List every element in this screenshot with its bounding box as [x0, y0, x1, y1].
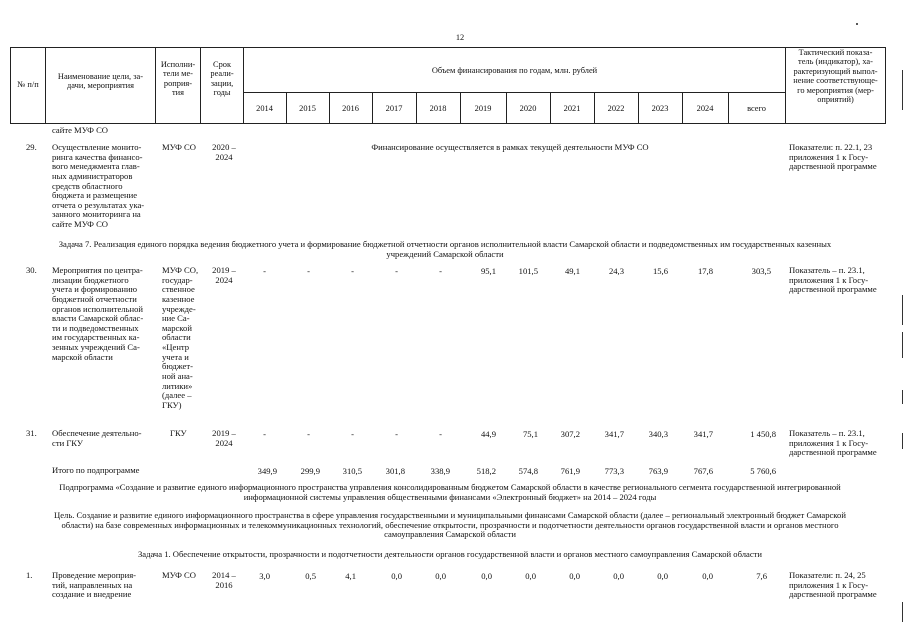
- value-2024: 341,7: [693, 429, 713, 439]
- row-indicator: Показатель – п. 23.1, приложения 1 к Госу- дарственной программе: [789, 428, 877, 458]
- scan-edge-mark: [902, 390, 903, 404]
- row-indicator: Показатели: п. 22.1, 23 приложения 1 к Госу- дарственной программе: [789, 142, 877, 172]
- value-2023: 0,0: [657, 571, 668, 581]
- row-name: Мероприятия по центра- лизации бюджетного учета и формированию бюджетной отчетности органов исполнительной власти Самарской облас- ти и подведомственных им государственных ка- зенных учреждений Са- марской области: [52, 265, 144, 362]
- value-2016: -: [351, 266, 354, 276]
- value-2024: 17,8: [697, 266, 713, 276]
- value-2016: 4,1: [345, 571, 356, 581]
- value-2019: 44,9: [480, 429, 496, 439]
- scan-edge-mark: [902, 70, 903, 110]
- page-number: 12: [455, 33, 465, 42]
- value-2022: 0,0: [613, 571, 624, 581]
- value-2019: 95,1: [480, 266, 496, 276]
- total-2016: 310,5: [342, 466, 362, 476]
- value-2014: -: [263, 266, 266, 276]
- carry-over-text: сайте МУФ СО: [52, 125, 109, 135]
- row-executor: МУФ СО, государ- ственное казенное учрежде- ние Са- марской области «Центр учета и бюджет- ной ана- литики» (далее – ГКУ): [162, 265, 199, 410]
- scan-edge-mark: [902, 602, 903, 622]
- value-2018: -: [439, 429, 442, 439]
- subprogram-heading: Подпрограмма «Создание и развитие единого информационного пространства управления консолидированным бюджетом Самарской области в качестве регионального сегмента государственной интегрированной информационной системы управления общественными финансами «Электронный бюджет» на 2014 – 2024 годы: [59, 482, 841, 502]
- scan-dot: [856, 23, 858, 25]
- header-col-name: Наименование цели, за- дачи, мероприятия: [57, 72, 144, 91]
- row-executor: ГКУ: [170, 428, 187, 438]
- header-col-number: № п/п: [17, 80, 39, 89]
- header-year: 2017: [385, 104, 403, 113]
- header-col-indicator: Тактический показа- тель (индикатор), ха- рактеризующий выпол- нение соответствующе- го мероприятия (мер- оприятий): [793, 48, 878, 105]
- row-number: 1.: [26, 570, 33, 580]
- value-2020: 75,1: [522, 429, 538, 439]
- total-2023: 763,9: [648, 466, 668, 476]
- total-2021: 761,9: [560, 466, 580, 476]
- value-2017: -: [395, 429, 398, 439]
- row-number: 31.: [26, 428, 37, 438]
- value-total: 7,6: [756, 571, 767, 581]
- total-2022: 773,3: [604, 466, 624, 476]
- value-2023: 15,6: [652, 266, 668, 276]
- total-sum: 5 760,6: [750, 466, 776, 476]
- row-term: 2019 – 2024: [212, 428, 236, 448]
- value-2014: -: [263, 429, 266, 439]
- value-2017: -: [395, 266, 398, 276]
- header-year: 2022: [607, 104, 625, 113]
- total-2014: 349,9: [257, 466, 277, 476]
- header-year: 2015: [299, 104, 316, 113]
- value-2024: 0,0: [702, 571, 713, 581]
- row-indicator: Показатели: п. 24, 25 приложения 1 к Госу- дарственной программе: [789, 570, 877, 600]
- row-term: 2020 – 2024: [212, 142, 236, 162]
- task-heading: Задача 1. Обеспечение открытости, прозрачности и подотчетности деятельности органов государственной власти и органов местного самоуправления Самарской области: [137, 549, 763, 559]
- scan-edge-mark: [902, 295, 903, 325]
- value-2021: 307,2: [560, 429, 580, 439]
- value-2022: 341,7: [604, 429, 624, 439]
- total-2018: 338,9: [430, 466, 450, 476]
- row-term: 2019 – 2024: [212, 265, 236, 285]
- header-year: 2018: [429, 104, 447, 113]
- value-2023: 340,3: [648, 429, 668, 439]
- value-total: 1 450,8: [750, 429, 776, 439]
- value-2020: 0,0: [525, 571, 536, 581]
- header-year-total: всего: [747, 104, 766, 113]
- header-year: 2019: [474, 104, 492, 113]
- total-2015: 299,9: [300, 466, 320, 476]
- header-year: 2014: [256, 104, 273, 113]
- value-2020: 101,5: [518, 266, 538, 276]
- value-2019: 0,0: [481, 571, 492, 581]
- row-name: Проведение мероприя- тий, направленных на создание и внедрение: [52, 570, 137, 600]
- header-year: 2024: [696, 104, 714, 113]
- row-executor: МУФ СО: [162, 570, 196, 580]
- header-year: 2021: [563, 104, 581, 113]
- header-year: 2020: [519, 104, 537, 113]
- row-indicator: Показатель – п. 23.1, приложения 1 к Госу- дарственной программе: [789, 265, 877, 295]
- value-2017: 0,0: [391, 571, 402, 581]
- value-2022: 24,3: [608, 266, 624, 276]
- total-2019: 518,2: [476, 466, 496, 476]
- row-executor: МУФ СО: [162, 142, 196, 152]
- row-name: Обеспечение деятельно- сти ГКУ: [52, 428, 142, 448]
- row-term: 2014 – 2016: [212, 570, 236, 590]
- value-2021: 49,1: [564, 266, 580, 276]
- header-col-executors: Исполни- тели ме- роприя- тия: [160, 60, 196, 98]
- header-col-volume: Объем финансирования по годам, млн. рублей: [431, 66, 598, 75]
- total-label: Итого по подпрограмме: [52, 465, 140, 475]
- value-2014: 3,0: [259, 571, 270, 581]
- financing-note: Финансирование осуществляется в рамках текущей деятельности МУФ СО: [371, 142, 649, 152]
- value-2021: 0,0: [569, 571, 580, 581]
- scan-edge-mark: [902, 433, 903, 449]
- header-year: 2016: [342, 104, 359, 113]
- total-2020: 574,8: [518, 466, 538, 476]
- header-year: 2023: [651, 104, 669, 113]
- value-2018: 0,0: [435, 571, 446, 581]
- header-bottom-border: [10, 123, 886, 124]
- row-number: 30.: [26, 265, 37, 275]
- value-2015: -: [307, 266, 310, 276]
- value-2015: -: [307, 429, 310, 439]
- total-2017: 301,8: [385, 466, 405, 476]
- total-2024: 767,6: [693, 466, 713, 476]
- grid-line: [885, 47, 886, 124]
- row-name: Осуществление монито- ринга качества финансо- вого менеджмента глав- ных администраторов средств областного бюджета и размещение отчета о результатах ука- занного мониторинга на сайте МУФ СО: [52, 142, 145, 229]
- value-total: 303,5: [751, 266, 771, 276]
- task-heading: Задача 7. Реализация единого порядка ведения бюджетного учета и формирование бюджетной отчетности органов исполнительной власти Самарской области и подведомственных им государственных казенных учреждений Самарской области: [58, 239, 832, 259]
- header-years-divider: [243, 92, 785, 93]
- scan-edge-mark: [902, 332, 903, 358]
- value-2016: -: [351, 429, 354, 439]
- row-number: 29.: [26, 142, 37, 152]
- header-top-border: [10, 47, 886, 48]
- value-2018: -: [439, 266, 442, 276]
- value-2015: 0,5: [305, 571, 316, 581]
- header-col-term: Срок реали- зации, годы: [210, 60, 234, 98]
- goal-heading: Цель. Создание и развитие единого информационного пространства в сфере управления государственными и муниципальными финансами Самарской области (далее – региональный электронный бюджет Самарской области) на базе современных информационных и телекоммуникационных технологий, обеспечение открытости, прозрачности и подотчетности деятельности органов государственной власти и органов местного самоуправления Самарской области: [54, 510, 846, 540]
